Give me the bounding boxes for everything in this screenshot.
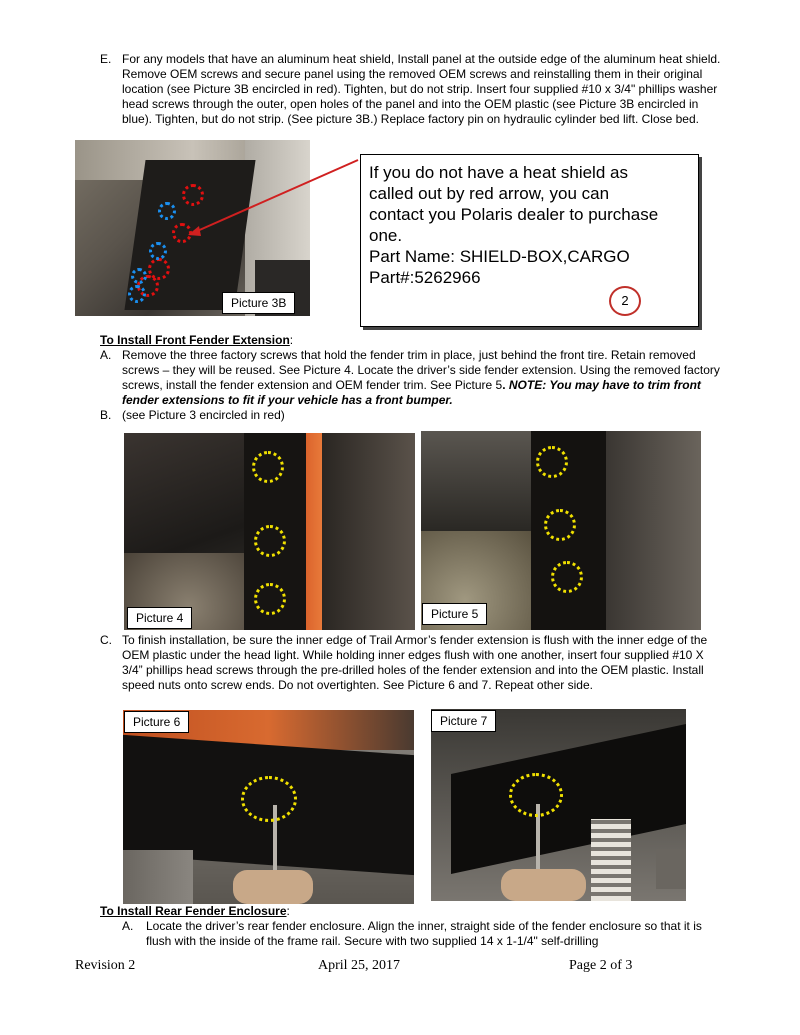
callout-badge-number: 2 bbox=[621, 293, 629, 308]
rear-step-a-label: A. bbox=[122, 919, 134, 933]
callout-badge bbox=[609, 286, 641, 316]
front-step-a-text: Remove the three factory screws that hold the fender trim in place, just behind the front tire. Retain removed screws – they will be reused. See Picture 4. Locate the driver’s side fender extension. Using the removed factory screws, install the fender extension and OEM fender trim. See Picture 5 bbox=[122, 348, 720, 392]
step-e-label: E. bbox=[100, 52, 112, 66]
picture-4-photo bbox=[124, 433, 415, 630]
picture-7-photo bbox=[431, 709, 686, 901]
rear-fender-heading-text: To Install Rear Fender Enclosure bbox=[100, 904, 287, 918]
step-c-label: C. bbox=[100, 633, 112, 647]
picture-4-caption: Picture 4 bbox=[127, 607, 192, 629]
step-e-text: For any models that have an aluminum heat shield, Install panel at the outside edge of the aluminum heat shield. Remove OEM screws and secure panel using the removed OEM screws and reinstalling them in their original location (see Picture 3B encircled in red). Tighten, but do not strip. Insert four supplied #10 x 3/4" phillips washer head screws through the outer, open holes of the panel and into the OEM plastic (see Picture 3B encircled in blue). Tighten, but do not strip. (See picture 3B.) Replace factory pin on hydraulic cylinder bed lift. Close bed. bbox=[122, 52, 721, 126]
front-step-b-label: B. bbox=[100, 408, 112, 422]
front-step-a-period: . bbox=[502, 378, 506, 392]
callout-line-3: contact you Polaris dealer to purchase bbox=[369, 205, 659, 224]
picture-6-caption: Picture 6 bbox=[124, 711, 189, 733]
front-step-a-note: NOTE: You may have to trim front fender extensions to fit if your vehicle has a front bumper. bbox=[122, 378, 701, 407]
step-c-text: To finish installation, be sure the inner edge of Trail Armor’s fender extension is flush with the inner edge of the OEM plastic under the head light. While holding inner edges flush with one another, insert four supplied #10 X 3/4” phillips head screws through the pre-drilled holes of the fender extension and into the OEM plastic. Install speed nuts onto screw ends. Do not overtighten. See Picture 6 and 7. Repeat other side. bbox=[122, 633, 708, 692]
front-fender-heading-text: To Install Front Fender Extension bbox=[100, 333, 290, 347]
rear-fender-heading-colon: : bbox=[286, 904, 290, 918]
rear-step-a-text: Locate the driver’s rear fender enclosure. Align the inner, straight side of the fender enclosure so that it is flush with the inside of the frame rail. Secure with two supplied 14 x 1-1/4" self-drilling bbox=[146, 919, 702, 948]
callout-part-number: Part#:5262966 bbox=[369, 268, 481, 287]
rear-fender-heading bbox=[100, 904, 290, 918]
picture-3b-caption: Picture 3B bbox=[222, 292, 295, 314]
front-fender-heading-colon: : bbox=[289, 333, 294, 347]
footer-page-number: Page 2 of 3 bbox=[569, 958, 633, 973]
callout-line-2: called out by red arrow, you can bbox=[369, 184, 610, 203]
front-step-a-label: A. bbox=[100, 348, 112, 362]
front-step-a-paragraph bbox=[122, 348, 722, 408]
callout-line-1: If you do not have a heat shield as bbox=[369, 163, 628, 182]
picture-7-caption: Picture 7 bbox=[431, 710, 496, 732]
footer-date: April 25, 2017 bbox=[318, 958, 401, 973]
footer-revision: Revision 2 bbox=[75, 958, 136, 973]
callout-part-name: Part Name: SHIELD-BOX,CARGO bbox=[369, 247, 630, 266]
picture-5-photo bbox=[421, 431, 701, 630]
picture-6-photo bbox=[123, 710, 414, 904]
picture-5-caption: Picture 5 bbox=[422, 603, 487, 625]
callout-line-4: one. bbox=[369, 226, 403, 245]
front-step-b-text: (see Picture 3 encircled in red) bbox=[122, 408, 285, 422]
heat-shield-callout bbox=[360, 154, 699, 327]
front-fender-heading bbox=[100, 333, 293, 347]
